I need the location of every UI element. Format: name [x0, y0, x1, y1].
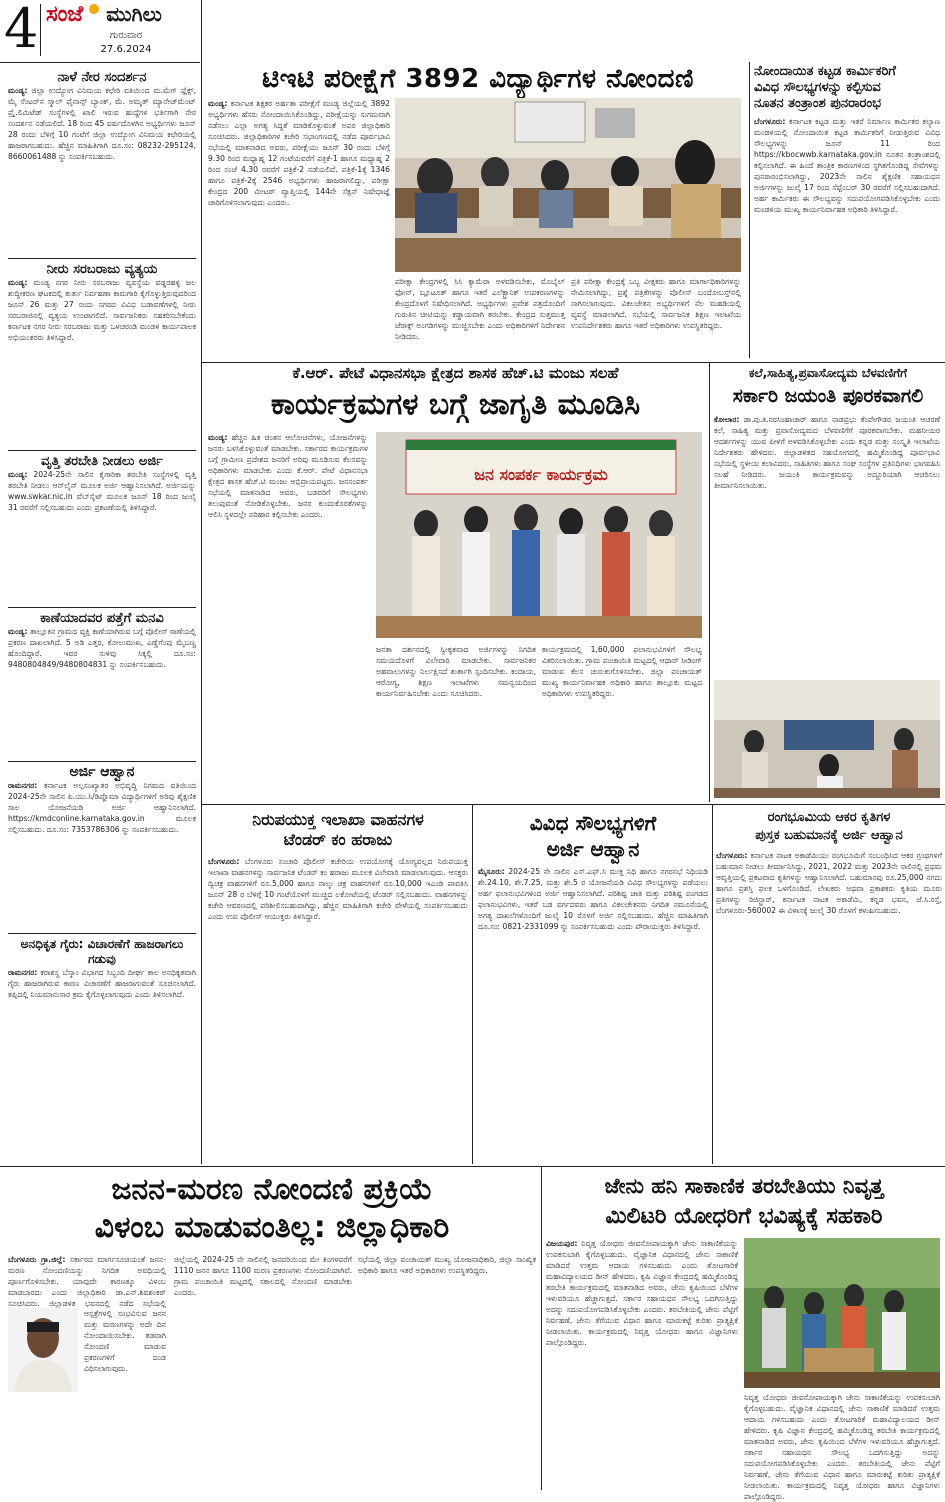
collector-portrait [8, 1308, 78, 1392]
article-title: ಕಾಣೆಯಾದವರ ಪತ್ತೆಗೆ ಮನವಿ [40, 611, 164, 626]
bottom-right-col2: ನಿವೃತ್ತ ಯೋಧರು ಜೀವನೋಪಾಯಕ್ಕಾಗಿ ಜೇನು ಸಾಕಾಣಿಕೆಯನ್ನು ಉಪಕಸುಬಾಗಿ ಕೈಗೊಳ್ಳಬಹುದು. ವೈಜ್ಞಾನಿಕ ವಿಧಾನದಲ್ಲಿ ಜೇನು ಸಾಕಾಣಿಕೆ ಮಾಡಿದರೆ ಉತ್ತಮ ಆದಾಯ ಗಳಿಸಬಹುದು ಎಂದು ತೋಟಗಾರಿಕೆ ಮಹಾವಿದ್ಯಾಲಯದ ಡೀನ್ ಹೇಳಿದರು. ಕೃಷಿ ವಿಜ್ಞಾನ ಕೇಂದ್ರದಲ್ಲಿ ಹಮ್ಮಿಕೊಂಡಿದ್ದ ತರಬೇತಿ ಕಾರ್ಯಕ್ರಮದಲ್ಲಿ ಮಾತನಾಡಿದ ಅವರು, ಜೇನು ಕೃಷಿಯಿಂದ ಬೆಳೆಗಳ ಇಳುವರಿಯೂ ಹೆಚ್ಚಾಗುತ್ತದೆ. ಸರ್ಕಾರ ಸಹಾಯಧನ ಸೌಲಭ್ಯ ಒದಗಿಸುತ್ತಿದ್ದು ಅದನ್ನು ಸದುಪಯೋಗಪಡಿಸಿಕೊಳ್ಳಬೇಕು ಎಂದರು. ತರಬೇತಿಯಲ್ಲಿ ಜೇನು ಪೆಟ್ಟಿಗೆ ನಿರ್ವಹಣೆ, ಜೇನು ತೆಗೆಯುವ ವಿಧಾನ ಹಾಗೂ ಮಾರುಕಟ್ಟೆ ಕುರಿತು ಪ್ರಾತ್ಯಕ್ಷಿಕೆ ನೀಡಲಾಯಿತು. ಕಾರ್ಯಕ್ರಮದಲ್ಲಿ ನಿವೃತ್ತ ಯೋಧರು ಹಾಗೂ ವಿಜ್ಞಾನಿಗಳು ಪಾಲ್ಗೊಂಡಿದ್ದರು. [744, 1393, 940, 1501]
article-title: ನೀರು ಸರಬರಾಜು ವ್ಯತ್ಯಯ [46, 262, 158, 277]
masthead-logo [46, 2, 196, 30]
event-photo-illustration [376, 432, 702, 638]
article-title: ಅರ್ಜಿ ಆಹ್ವಾನ [69, 764, 135, 780]
right-top-headline-3: ನೂತನ ತಂತ್ರಾಂಶ ಪುನರಾರಂಭ [754, 96, 882, 111]
top-story-col3: ಪ್ರತಿ ಪರೀಕ್ಷಾ ಕೇಂದ್ರಕ್ಕೆ ಒಬ್ಬ ವೀಕ್ಷಕರು ಹಾಗೂ ಮಾರ್ಗಾಧಿಕಾರಿಗಳನ್ನು ನೇಮಿಸಲಾಗಿದ್ದು, ಪ್ರಶ್ನೆ ಪತ್ರಿಕೆಗಳನ್ನು ಪೊಲೀಸ್ ಬಂದೋಬಸ್ತ್‌ನಲ್ಲಿ ಸಾಗಿಸಲಾಗುವುದು. ವಿಕಲಚೇತನ ಅಭ್ಯರ್ಥಿಗಳಿಗೆ ನೆಲ ಮಹಡಿಯಲ್ಲಿ ವ್ಯವಸ್ಥೆ ಮಾಡಲಾಗಿದೆ. ಸಭೆಯಲ್ಲಿ ಸಾರ್ವಜನಿಕ ಶಿಕ್ಷಣ ಇಲಾಖೆಯ ಉಪನಿರ್ದೇಶಕರು ಹಾಗೂ ಇತರೆ ಅಧಿಕಾರಿಗಳು ಉಪಸ್ಥಿತರಿದ್ದರು. [571, 277, 741, 330]
page-number: 4 [4, 0, 39, 60]
mid-story-col1: ಮಂಡ್ಯ: ಹೆಚ್ಚಿನ ಹಿತ ಚಿಂತನ ಆಲೋಚನೆಗಳು, ಯೋಜನೆಗಳನ್ನು ಜನರು ಬಳಸಿಕೊಳ್ಳುವಂತೆ ಮಾಡಬೇಕು. ಸರ್ಕಾರದ ಕಾರ್ಯಕ್ರಮಗಳ ಬಗ್ಗೆ ಗ್ರಾಮೀಣ ಪ್ರದೇಶದ ಜನರಿಗೆ ಅರಿವು ಮೂಡಿಸುವ ಕೆಲಸವನ್ನು ಅಧಿಕಾರಿಗಳು ಮಾಡಬೇಕು ಎಂದು ಕೆ.ಆರ್. ಪೇಟೆ ವಿಧಾನಸಭಾ ಕ್ಷೇತ್ರದ ಶಾಸಕ ಹೆಚ್.ಟಿ ಮಂಜು ಅಭಿಪ್ರಾಯಪಟ್ಟರು. ಜನಸಂಪರ್ಕ ಸಭೆಯಲ್ಲಿ ಮಾತನಾಡಿದ ಅವರು, ಬಡವರಿಗೆ ಸೌಲಭ್ಯಗಳು ತಲುಪುವಂತೆ ನೋಡಿಕೊಳ್ಳಬೇಕು. ಜನರ ಕುಂದುಕೊರತೆಗಳನ್ನು ಆಲಿಸಿ ಸ್ಥಳದಲ್ಲೇ ಪರಿಹಾರ ಕಲ್ಪಿಸಬೇಕು ಎಂದರು. [208, 433, 368, 519]
left-article-3 [8, 454, 196, 604]
left-column [8, 70, 196, 1160]
article-title: ಅನಧಿಕೃತ ಗೈರು: ವಿಚಾರಣೆಗೆ ಹಾಜರಾಗಲು ಗಡುವು [20, 937, 184, 966]
theatre-headline-1: ರಂಗಭೂಮಿಯ ಆಕರ ಕೃತಿಗಳ [767, 810, 891, 825]
honey-training-illustration [744, 1238, 940, 1388]
masthead [0, 0, 200, 60]
right-top-body: ಬೆಂಗಳೂರು: ಕರ್ನಾಟಕ ಕಟ್ಟಡ ಮತ್ತು ಇತರೆ ನಿರ್ಮಾಣ ಕಾರ್ಮಿಕರ ಕಲ್ಯಾಣ ಮಂಡಳಿಯಲ್ಲಿ ನೋಂದಾಯಿತ ಕಟ್ಟಡ ಕಾರ್ಮಿಕರಿಗೆ ನೀಡುತ್ತಿರುವ ವಿವಿಧ ಸೌಲಭ್ಯಗಳನ್ನು ಜೂನ್ 11 ರಿಂದ https://kbocwwb.karnataka.gov.in ನೂತನ ತಂತ್ರಾಂಶದಲ್ಲಿ ಕಲ್ಪಿಸಲಾಗಿದೆ. ಈ ಹಿಂದೆ ತಾಂತ್ರಿಕ ಕಾರಣಗಳಿಂದ ಸ್ಥಗಿತಗೊಂಡಿದ್ದ ಸೇವೆಗಳನ್ನು ಪುನರಾರಂಭಿಸಲಾಗಿದ್ದು, 2023ನೇ ಸಾಲಿನ ಶೈಕ್ಷಣಿಕ ಸಹಾಯಧನ ಅರ್ಜಿಗಳನ್ನು ಜುಲೈ 17 ರಿಂದ ಸೆಪ್ಟೆಂಬರ್ 30 ರವರೆಗೆ ಸಲ್ಲಿಸಬಹುದಾಗಿದೆ. ಅರ್ಹ ಕಾರ್ಮಿಕರು ಈ ಸೌಲಭ್ಯವನ್ನು ಸದುಪಯೋಗಪಡಿಸಿಕೊಳ್ಳಬೇಕು ಎಂದು ಮಂಡಳಿಯ ಮುಖ್ಯ ಕಾರ್ಯನಿರ್ವಾಹಕ ಅಧಿಕಾರಿ ತಿಳಿಸಿದ್ದಾರೆ. [754, 117, 940, 214]
article-title: ವೃತ್ತಿ ತರಬೇತಿ ನೀಡಲು ಅರ್ಜಿ [41, 454, 163, 469]
vehicles-body: ಬೆಂಗಳೂರು: ಬೆಂಗಳೂರು ಸಂಚಾರಿ ಪೊಲೀಸ್ ಕಚೇರಿಯ ಉಪಯೋಗಕ್ಕೆ ಯೋಗ್ಯವಲ್ಲದ ನಿರುಪಯುಕ್ತ ಇಲಾಖಾ ವಾಹನಗಳನ್ನು ಸಾರ್ವಜನಿಕ ಟೆಂಡರ್ ಕಂ ಹರಾಜು ಮೂಲಕ ವಿಲೇವಾರಿ ಮಾಡಲಾಗುವುದು. ಆಸಕ್ತರು ದ್ವಿಚಕ್ರ ವಾಹನಗಳಿಗೆ ರೂ.5,000 ಹಾಗೂ ನಾಲ್ಕು ಚಕ್ರ ವಾಹನಗಳಿಗೆ ರೂ.10,000 ಇಎಂಡಿ ಪಾವತಿಸಿ ಜೂನ್ 28 ರ ಬೆಳಿಗ್ಗೆ 10 ಗಂಟೆಯೊಳಗೆ ಮುಚ್ಚಿದ ಲಕೋಟೆಯಲ್ಲಿ ಟೆಂಡರ್ ಸಲ್ಲಿಸಬಹುದು. ವಾಹನಗಳನ್ನು ಕಚೇರಿ ಆವರಣದಲ್ಲಿ ಪರಿಶೀಲಿಸಬಹುದಾಗಿದ್ದು, ಹೆಚ್ಚಿನ ಮಾಹಿತಿಗಾಗಿ ಕಚೇರಿ ವೇಳೆಯಲ್ಲಿ ಸಂಪರ್ಕಿಸಬಹುದು ಎಂದು ಉಪ ಪೊಲೀಸ್ ಆಯುಕ್ತರು ತಿಳಿಸಿದ್ದಾರೆ. [208, 857, 468, 921]
mid-story-col3: ಕಾರ್ಯಕ್ರಮದಲ್ಲಿ 1,60,000 ಫಲಾನುಭವಿಗಳಿಗೆ ಸೌಲಭ್ಯ ವಿತರಿಸಲಾಯಿತು. ಗ್ರಾಮ ಪಂಚಾಯಿತಿ ಮಟ್ಟದಲ್ಲಿ ಆಧಾರ್ ಸೀಡಿಂಗ್ ಮಾಡುವ ಕೆಲಸ ಚುರುಕುಗೊಳಿಸಬೇಕು. ಜಿಲ್ಲಾ ಪಂಚಾಯತ್ ಮುಖ್ಯ ಕಾರ್ಯನಿರ್ವಾಹಕ ಅಧಿಕಾರಿ ಹಾಗೂ ತಾಲ್ಲೂಕು ಮಟ್ಟದ ಅಧಿಕಾರಿಗಳು ಉಪಸ್ಥಿತರಿದ್ದರು. [542, 645, 702, 698]
article-body: ಮಂಡ್ಯ: ಮಂಡ್ಯ ನಗರ ನೀರು ಸರಬರಾಜು ವ್ಯವಸ್ಥೆಯ ವಡ್ಡರಹಳ್ಳಿ ಜಲ ಶುದ್ಧೀಕರಣ ಘಟಕದಲ್ಲಿ ತುರ್ತು ನಿರ್ವಹಣಾ ಕಾಮಗಾರಿ ಕೈಗೊಳ್ಳುತ್ತಿರುವುದರಿಂದ ಜೂನ್ 26 ಮತ್ತು 27 ರಂದು ನಗರದ ವಿವಿಧ ಬಡಾವಣೆಗಳಲ್ಲಿ ನೀರು ಸರಬರಾಜಿನಲ್ಲಿ ವ್ಯತ್ಯಯ ಉಂಟಾಗಲಿದೆ. ಸಾರ್ವಜನಿಕರು ಸಹಕರಿಸಬೇಕೆಂದು ಕರ್ನಾಟಕ ನಗರ ನೀರು ಸರಬರಾಜು ಮತ್ತು ಒಳಚರಂಡಿ ಮಂಡಳಿ ಕಾರ್ಯಪಾಲಕ ಅಭಿಯಂತರರು ತಿಳಿಸಿದ್ದಾರೆ. [8, 278, 196, 342]
meeting-photo [395, 98, 741, 272]
left-article-1 [8, 70, 196, 255]
masthead-date: 27.6.2024 [100, 44, 152, 55]
meeting-photo-illustration [395, 98, 741, 272]
jayanti-meeting-photo [714, 680, 940, 798]
left-article-5 [8, 765, 196, 930]
right-mid-body: ಕೋಲಾರ: ಡಾ.ಪು.ತಿ.ನರಸಿಂಹಾಚಾರ್ ಹಾಗೂ ನಾಡಪ್ರಭು ಕೆಂಪೇಗೌಡರ ಜಯಂತಿ ಆಚರಣೆ ಕಲೆ, ಸಾಹಿತ್ಯ ಮತ್ತು ಪ್ರವಾಸೋದ್ಯಮದ ಬೆಳವಣಿಗೆಗೆ ಪೂರಕವಾಗಬೇಕು. ಮಹನೀಯರ ಆದರ್ಶಗಳನ್ನು ಯುವ ಪೀಳಿಗೆ ಅಳವಡಿಸಿಕೊಳ್ಳಬೇಕು ಎಂದು ಕನ್ನಡ ಮತ್ತು ಸಂಸ್ಕೃತಿ ಇಲಾಖೆಯ ನಿರ್ದೇಶಕರು ಹೇಳಿದರು. ಜಿಲ್ಲಾಡಳಿತದ ಸಹಯೋಗದಲ್ಲಿ ಹಮ್ಮಿಕೊಂಡಿದ್ದ ಪೂರ್ವಭಾವಿ ಸಭೆಯಲ್ಲಿ ಸ್ಥಳೀಯ ಕಲಾವಿದರು, ಸಾಹಿತಿಗಳು ಹಾಗೂ ಸಂಘ ಸಂಸ್ಥೆಗಳ ಪ್ರತಿನಿಧಿಗಳು ಭಾಗವಹಿಸಿ ಸಲಹೆ ನೀಡಿದರು. ಜಯಂತಿ ಕಾರ್ಯಕ್ರಮವನ್ನು ಅದ್ದೂರಿಯಾಗಿ ಆಚರಿಸಲು ತೀರ್ಮಾನಿಸಲಾಯಿತು. [714, 415, 940, 490]
bottom-left-headline-1: ಜನನ-ಮರಣ ನೋಂದಣಿ ಪ್ರಕ್ರಿಯೆ [111, 1172, 433, 1207]
facilities-headline-2: ಅರ್ಜಿ ಆಹ್ವಾನ [546, 837, 640, 861]
mid-story-headline: ಕಾರ್ಯಕ್ರಮಗಳ ಬಗ್ಗೆ ಜಾಗೃತಿ ಮೂಡಿಸಿ [270, 387, 641, 422]
left-article-6 [8, 937, 196, 1157]
left-article-2 [8, 262, 196, 447]
mid-story-kicker: ಕೆ.ಆರ್. ಪೇಟೆ ವಿಧಾನಸಭಾ ಕ್ಷೇತ್ರದ ಶಾಸಕ ಹೆಚ್.ಟಿ ಮಂಜು ಸಲಹೆ [292, 364, 619, 382]
facilities-headline-1: ವಿವಿಧ ಸೌಲಭ್ಯಗಳಿಗೆ [529, 811, 657, 835]
article-title: ನಾಳೆ ನೇರ ಸಂದರ್ಶನ [57, 70, 147, 85]
bottom-left-col1: ಬೆಂಗಳೂರು ಗ್ರಾ.ಜಿಲ್ಲೆ: ಸರ್ಕಾರದ ಮಾರ್ಗಸೂಚಿಯಂತೆ ಜನನ-ಮರಣ ನೋಂದಣಿಯನ್ನು ನಿಗದಿತ ಅವಧಿಯಲ್ಲಿ ಪೂರ್ಣಗೊಳಿಸಬೇಕು. ಯಾವುದೇ ಕಾರಣಕ್ಕೂ ವಿಳಂಬ ಮಾಡಬಾರದು ಎಂದು ಜಿಲ್ಲಾಧಿಕಾರಿ ಡಾ.ಎನ್.ಶಿವಶಂಕರ್ ಸೂಚಿಸಿದರು. ಜಿಲ್ಲಾಡಳಿತ ಭವನದಲ್ಲಿ ನಡೆದ ಸಭೆಯಲ್ಲಿ [8, 1255, 166, 1308]
top-story-headline: ಟಿಇಟಿ ಪರೀಕ್ಷೆಗೆ 3892 ವಿದ್ಯಾರ್ಥಿಗಳ ನೋಂದಣಿ [262, 64, 694, 94]
right-mid-headline: ಸರ್ಕಾರಿ ಜಯಂತಿ ಪೂರಕವಾಗಲಿ [732, 385, 924, 407]
right-mid-kicker: ಕಲೆ,ಸಾಹಿತ್ಯ,ಪ್ರವಾಸೋದ್ಯಮ ಬೆಳವಣಿಗೆಗೆ [748, 366, 908, 380]
article-body: ರಾಮನಗರ: ಕರಾಶಸ್ಥ ಬೆಸ್ಕಾಂ ವಿಭಾಗದ ಸಿಬ್ಬಂದಿ ದೀರ್ಘ ಕಾಲ ಅನಧಿಕೃತವಾಗಿ ಗೈರು ಹಾಜರಾಗಿರುವ ಕಾರಣ ವಿಚಾರಣೆಗೆ ಹಾಜರಾಗುವಂತೆ ಸೂಚಿಸಲಾಗಿದೆ. ತಪ್ಪಿದಲ್ಲಿ ನಿಯಮಾನುಸಾರ ಕ್ರಮ ಕೈಗೊಳ್ಳಲಾಗುವುದು ಎಂದು ತಿಳಿಸಲಾಗಿದೆ. [8, 968, 196, 999]
jayanti-photo-illustration [714, 680, 940, 798]
sun-icon [89, 4, 99, 14]
article-body: ಮಂಡ್ಯ: ಜಿಲ್ಲಾ ಉದ್ಯೋಗ ವಿನಿಮಯ ಕಛೇರಿ ವತಿಯಿಂದ ಮ.ಮೆಗ್ ಫ್ಲೆಕ್ಸ್, ಮೈ ಸೆಂಟರ್‌ನ ಸ್ಮಾಲ್ ಫೈನಾನ್ಸ್ ಬ್ಯಾಂಕ್, ಮೆ. ಅಮೃತ್ ಮ್ಯಾನೇಜ್‌ಮೆಂಟ್ ಪ್ರೈ.ಲಿಮಿಟೆಡ್ ಸಂಸ್ಥೆಗಳಲ್ಲಿ ಖಾಲಿ ಇರುವ ಹುದ್ದೆಗಳ ಭರ್ತಿಗಾಗಿ ನೇರ ಸಂದರ್ಶನ ನಡೆಯಲಿದೆ. 18 ರಿಂದ 45 ವರ್ಷದೊಳಗಿನ ಅಭ್ಯರ್ಥಿಗಳು ಜೂನ್ 28 ರಂದು ಬೆಳಿಗ್ಗೆ 10 ಗಂಟೆಗೆ ಜಿಲ್ಲಾ ಉದ್ಯೋಗ ವಿನಿಮಯ ಕಛೇರಿಯಲ್ಲಿ ಹಾಜರಾಗಬಹುದು. ಹೆಚ್ಚಿನ ಮಾಹಿತಿಗಾಗಿ ದೂ.ಸಂ: 08232-295124, 8660061488 ನ್ನು ಸಂಪರ್ಕಿಸಬಹುದು. [8, 86, 196, 161]
bottom-left-headline-2: ವಿಳಂಬ ಮಾಡುವಂತಿಲ್ಲ: ಜಿಲ್ಲಾಧಿಕಾರಿ [94, 1210, 450, 1245]
vehicles-headline-2: ಟೆಂಡರ್ ಕಂ ಹರಾಜು [283, 830, 393, 849]
theatre-headline-2: ಪುಸ್ತಕ ಬಹುಮಾನಕ್ಕೆ ಅರ್ಜಿ ಆಹ್ವಾನ [755, 828, 903, 843]
bottom-left-col2: ಜಿಲ್ಲೆಯಲ್ಲಿ 2024-25 ನೇ ಸಾಲಿನಲ್ಲಿ ಜನವರಿಯಿಂದ ಮೇ ತಿಂಗಳವರೆಗೆ 1110 ಜನನ ಹಾಗೂ 1100 ಮರಣ ಪ್ರಕರಣಗಳು ನೋಂದಣಿಯಾಗಿವೆ. ಗ್ರಾಮ ಪಂಚಾಯಿತಿ ಮಟ್ಟದಲ್ಲಿ ಸಕಾಲದಲ್ಲಿ ನೋಂದಣಿ ಮಾಡಬೇಕು ಎಂದರು. [174, 1255, 352, 1297]
article-body: ಮಂಡ್ಯ: 2024-25ನೇ ಸಾಲಿನ ಕೈಗಾರಿಕಾ ತರಬೇತಿ ಸಂಸ್ಥೆಗಳಲ್ಲಿ ವೃತ್ತಿ ತರಬೇತಿ ನೀಡಲು ಆನ್‌ಲೈನ್ ಮೂಲಕ ಅರ್ಜಿ ಆಹ್ವಾನಿಸಲಾಗಿದೆ. ಅರ್ಜಿಯನ್ನು www.swkar.nic.in ವೆಬ್‌ಸೈಟ್ ಮೂಲಕ ಜೂನ್ 18 ರಿಂದ ಜುಲೈ 31 ರವರೆಗೆ ಸಲ್ಲಿಸಬಹುದು ಎಂದು ಪ್ರಕಟಣೆಯಲ್ಲಿ ತಿಳಿಸಿದ್ದಾರೆ. [8, 470, 196, 512]
theatre-body: ಬೆಂಗಳೂರು: ಕರ್ನಾಟಕ ನಾಟಕ ಅಕಾಡೆಮಿಯು ರಂಗಭೂಮಿಗೆ ಸಂಬಂಧಿಸಿದ ಆಕರ ಗ್ರಂಥಗಳಿಗೆ ಬಹುಮಾನ ನೀಡಲು ತೀರ್ಮಾನಿಸಿದ್ದು, 2021, 2022 ಮತ್ತು 2023ನೇ ಸಾಲಿನಲ್ಲಿ ಪ್ರಥಮ ಆವೃತ್ತಿಯಲ್ಲಿ ಪ್ರಕಟವಾದ ಕೃತಿಗಳನ್ನು ಆಹ್ವಾನಿಸಲಾಗಿದೆ. ಬಹುಮಾನವು ರೂ.25,000 ನಗದು ಹಾಗೂ ಪ್ರಶಸ್ತಿ ಫಲಕ ಒಳಗೊಂಡಿದೆ. ಲೇಖಕರು ಅಥವಾ ಪ್ರಕಾಶಕರು ಕೃತಿಯ ಮೂರು ಪ್ರತಿಗಳನ್ನು ರಿಜಿಸ್ಟ್ರಾರ್, ಕರ್ನಾಟಕ ನಾಟಕ ಅಕಾಡೆಮಿ, ಕನ್ನಡ ಭವನ, ಜೆ.ಸಿ.ರಸ್ತೆ, ಬೆಂಗಳೂರು-560002 ಈ ವಿಳಾಸಕ್ಕೆ ಜುಲೈ 30 ರೊಳಗೆ ಕಳುಹಿಸಬಹುದು. [716, 851, 942, 915]
article-body: ಮಂಡ್ಯ: ತಾಲ್ಲೂಕಿನ ಗ್ರಾಮದ ವ್ಯಕ್ತಿ ಕಾಣೆಯಾಗಿರುವ ಬಗ್ಗೆ ಪೊಲೀಸ್ ಠಾಣೆಯಲ್ಲಿ ಪ್ರಕರಣ ದಾಖಲಾಗಿದೆ. 5 ಅಡಿ ಎತ್ತರ, ಕೋಲುಮುಖ, ಎಣ್ಣೆಗೆಂಪು ಮೈಬಣ್ಣ ಹೊಂದಿದ್ದಾರೆ. ಇವರ ಸುಳಿವು ಸಿಕ್ಕಲ್ಲಿ ದೂ.ಸಂ: 9480804849/9480804831 ನ್ನು ಸಂಪರ್ಕಿಸಬಹುದು. [8, 627, 196, 669]
top-story-col2: ಪರೀಕ್ಷಾ ಕೇಂದ್ರಗಳಲ್ಲಿ ಸಿಸಿ ಕ್ಯಾಮೆರಾ ಅಳವಡಿಸಬೇಕು, ಮೊಬೈಲ್ ಫೋನ್, ಬ್ಲೂಟೂತ್ ಹಾಗೂ ಇತರೆ ಎಲೆಕ್ಟ್ರಾನಿಕ್ ಉಪಕರಣಗಳನ್ನು ಕೇಂದ್ರದೊಳಗೆ ನಿಷೇಧಿಸಲಾಗಿದೆ. ಅಭ್ಯರ್ಥಿಗಳು ಪ್ರವೇಶ ಪತ್ರದೊಂದಿಗೆ ಗುರುತಿನ ಚೀಟಿಯನ್ನು ಕಡ್ಡಾಯವಾಗಿ ತರಬೇಕು. ಕೇಂದ್ರದ ಸುತ್ತಮುತ್ತ ಜೆರಾಕ್ಸ್ ಅಂಗಡಿಗಳನ್ನು ಮುಚ್ಚಿಸಬೇಕು ಎಂದು ಅಧಿಕಾರಿಗಳಿಗೆ ನಿರ್ದೇಶನ ನೀಡಿದರು. [395, 277, 565, 341]
bottom-left-col3: ಸಭೆಯಲ್ಲಿ ಜಿಲ್ಲಾ ಪಂಚಾಯತ್ ಮುಖ್ಯ ಯೋಜನಾಧಿಕಾರಿ, ಜಿಲ್ಲಾ ಸಾಂಖ್ಯಿಕ ಅಧಿಕಾರಿ ಹಾಗೂ ಇತರೆ ಅಧಿಕಾರಿಗಳು ಉಪಸ್ಥಿತರಿದ್ದರು. [358, 1255, 536, 1275]
article-body: ರಾಮನಗರ: ಕರ್ನಾಟಕ ಅಲ್ಪಸಂಖ್ಯಾತರ ಅಭಿವೃದ್ಧಿ ನಿಗಮದ ವತಿಯಿಂದ 2024-25ನೇ ಸಾಲಿನ ಪಿ.ಯು.ಸಿ/ಡಿಪ್ಲೊಮಾ ವಿದ್ಯಾರ್ಥಿಗಳಿಗೆ ಅರಿವು ಶೈಕ್ಷಣಿಕ ಸಾಲ ಯೋಜನೆಯಡಿ ಅರ್ಜಿ ಆಹ್ವಾನಿಸಲಾಗಿದೆ. https://kmdconline.karnataka.gov.in ಮೂಲಕ ಸಲ್ಲಿಸಬಹುದು. ದೂ.ಸಂ: 7353786306 ನ್ನು ಸಂಪರ್ಕಿಸಬಹುದು. [8, 781, 196, 834]
facilities-body: ಮೈಸೂರು: 2024-25 ನೇ ಸಾಲಿನ ಎಸ್.ಎಫ್.ಸಿ ಮುಕ್ತ ನಿಧಿ ಹಾಗೂ ನಗರಸಭೆ ನಿಧಿಯಡಿ ಶೇ.24.10, ಶೇ.7.25, ಮತ್ತು ಶೇ.5 ರ ಯೋಜನೆಯಡಿ ವಿವಿಧ ಸೌಲಭ್ಯಗಳನ್ನು ಪಡೆಯಲು ಅರ್ಹ ಫಲಾನುಭವಿಗಳಿಂದ ಅರ್ಜಿ ಆಹ್ವಾನಿಸಲಾಗಿದೆ. ಪರಿಶಿಷ್ಟ ಜಾತಿ ಮತ್ತು ಪರಿಶಿಷ್ಟ ಪಂಗಡದ ಫಲಾನುಭವಿಗಳು, ಇತರೆ ಬಡ ವರ್ಗದವರು ಹಾಗೂ ವಿಕಲಚೇತನರು ನಿಗದಿತ ನಮೂನೆಯಲ್ಲಿ ಅಗತ್ಯ ದಾಖಲೆಗಳೊಂದಿಗೆ ಜುಲೈ 10 ರೊಳಗೆ ಅರ್ಜಿ ಸಲ್ಲಿಸಬಹುದು. ಹೆಚ್ಚಿನ ಮಾಹಿತಿಗಾಗಿ ದೂ.ಸಂ: 0821-2331099 ನ್ನು ಸಂಪರ್ಕಿಸಬಹುದು ಎಂದು ಪೌರಾಯುಕ್ತರು ತಿಳಿಸಿದ್ದಾರೆ. [478, 867, 708, 931]
top-story-col1: ಮಂಡ್ಯ: ಕರ್ನಾಟಕ ಶಿಕ್ಷಕರ ಅರ್ಹತಾ ಪರೀಕ್ಷೆಗೆ ಮಂಡ್ಯ ಜಿಲ್ಲೆಯಲ್ಲಿ 3892 ಅಭ್ಯರ್ಥಿಗಳು ಹೆಸರು ನೋಂದಾಯಿಸಿಕೊಂಡಿದ್ದು, ಪರೀಕ್ಷೆಯನ್ನು ಸುಗಮವಾಗಿ ನಡೆಸಲು ಎಲ್ಲಾ ಅಗತ್ಯ ಸಿದ್ಧತೆ ಮಾಡಿಕೊಳ್ಳುವಂತೆ ಅಪರ ಜಿಲ್ಲಾಧಿಕಾರಿ ಸೂಚಿಸಿದರು. ಜಿಲ್ಲಾಧಿಕಾರಿಗಳ ಕಚೇರಿ ಸಭಾಂಗಣದಲ್ಲಿ ನಡೆದ ಪೂರ್ವಭಾವಿ ಸಭೆಯಲ್ಲಿ ಮಾತನಾಡಿದ ಅವರು, ಪರೀಕ್ಷೆಯು ಜೂನ್ 30 ರಂದು ಬೆಳಿಗ್ಗೆ 9.30 ರಿಂದ ಮಧ್ಯಾಹ್ನ 12 ಗಂಟೆಯವರೆಗೆ ಪತ್ರಿಕೆ-1 ಹಾಗೂ ಮಧ್ಯಾಹ್ನ 2 ರಿಂದ ಸಂಜೆ 4.30 ರವರೆಗೆ ಪತ್ರಿಕೆ-2 ನಡೆಯಲಿದೆ. ಪತ್ರಿಕೆ-1ಕ್ಕೆ 1346 ಹಾಗೂ ಪತ್ರಿಕೆ-2ಕ್ಕೆ 2546 ಅಭ್ಯರ್ಥಿಗಳು ಹಾಜರಾಗಲಿದ್ದು, ಪರೀಕ್ಷಾ ಕೇಂದ್ರದ 200 ಮೀಟರ್ ವ್ಯಾಪ್ತಿಯಲ್ಲಿ 144ನೇ ಸೆಕ್ಷನ್ ನಿಷೇಧಾಜ್ಞೆ ಜಾರಿಗೊಳಿಸಲಾಗುವುದು ಎಂದರು. [208, 99, 390, 207]
bottom-right-headline-1: ಜೇನು ಹನಿ ಸಾಕಾಣಿಕ ತರಬೇತಿಯು ನಿವೃತ್ತ [604, 1174, 884, 1198]
vehicles-headline-1: ನಿರುಪಯುಕ್ತ ಇಲಾಖಾ ವಾಹನಗಳ [252, 810, 424, 829]
event-photo [376, 432, 702, 638]
bottom-right-col1: ವಿಜಯಪುರ: ನಿವೃತ್ತ ಯೋಧರು ಜೀವನೋಪಾಯಕ್ಕಾಗಿ ಜೇನು ಸಾಕಾಣಿಕೆಯನ್ನು ಉಪಕಸುಬಾಗಿ ಕೈಗೊಳ್ಳಬಹುದು. ವೈಜ್ಞಾನಿಕ ವಿಧಾನದಲ್ಲಿ ಜೇನು ಸಾಕಾಣಿಕೆ ಮಾಡಿದರೆ ಉತ್ತಮ ಆದಾಯ ಗಳಿಸಬಹುದು ಎಂದು ತೋಟಗಾರಿಕೆ ಮಹಾವಿದ್ಯಾಲಯದ ಡೀನ್ ಹೇಳಿದರು. ಕೃಷಿ ವಿಜ್ಞಾನ ಕೇಂದ್ರದಲ್ಲಿ ಹಮ್ಮಿಕೊಂಡಿದ್ದ ತರಬೇತಿ ಕಾರ್ಯಕ್ರಮದಲ್ಲಿ ಮಾತನಾಡಿದ ಅವರು, ಜೇನು ಕೃಷಿಯಿಂದ ಬೆಳೆಗಳ ಇಳುವರಿಯೂ ಹೆಚ್ಚಾಗುತ್ತದೆ. ಸರ್ಕಾರ ಸಹಾಯಧನ ಸೌಲಭ್ಯ ಒದಗಿಸುತ್ತಿದ್ದು ಅದನ್ನು ಸದುಪಯೋಗಪಡಿಸಿಕೊಳ್ಳಬೇಕು ಎಂದರು. ತರಬೇತಿಯಲ್ಲಿ ಜೇನು ಪೆಟ್ಟಿಗೆ ನಿರ್ವಹಣೆ, ಜೇನು ತೆಗೆಯುವ ವಿಧಾನ ಹಾಗೂ ಮಾರುಕಟ್ಟೆ ಕುರಿತು ಪ್ರಾತ್ಯಕ್ಷಿಕೆ ನೀಡಲಾಯಿತು. ಕಾರ್ಯಕ್ರಮದಲ್ಲಿ ನಿವೃತ್ತ ಯೋಧರು ಹಾಗೂ ವಿಜ್ಞಾನಿಗಳು ಪಾಲ್ಗೊಂಡಿದ್ದರು. [546, 1239, 738, 1347]
logo-mugilu: ಮುಗಿಲು [106, 2, 162, 26]
banner-text: ಜನ ಸಂಪರ್ಕ ಕಾರ್ಯಕ್ರಮ [474, 465, 608, 484]
logo-sanje: ಸಂಜೆ [46, 2, 84, 27]
bottom-left-col1b: ಆಸ್ಪತ್ರೆಗಳಲ್ಲಿ ಸಂಭವಿಸುವ ಜನನ ಮತ್ತು ಮರಣಗಳನ್ನು ಅದೇ ದಿನ ನೋಂದಾಯಿಸಬೇಕು. ತಡವಾಗಿ ನೋಂದಣಿ ಮಾಡುವ ಪ್ರಕರಣಗಳಿಗೆ ದಂಡ ವಿಧಿಸಲಾಗುವುದು. [84, 1309, 166, 1373]
left-article-4 [8, 611, 196, 758]
masthead-weekday: ಗುರುವಾರ [109, 30, 143, 41]
mid-story-col2: ಜನತಾ ದರ್ಶನದಲ್ಲಿ ಸ್ವೀಕೃತವಾದ ಅರ್ಜಿಗಳನ್ನು ನಿಗದಿತ ಸಮಯದೊಳಗೆ ವಿಲೇವಾರಿ ಮಾಡಬೇಕು. ಸಾರ್ವಜನಿಕರ ಅಹವಾಲುಗಳನ್ನು ನಿರ್ಲಕ್ಷಿಸದೆ ತುರ್ತಾಗಿ ಸ್ಪಂದಿಸಬೇಕು. ಕಂದಾಯ, ಆರೋಗ್ಯ, ಶಿಕ್ಷಣ ಇಲಾಖೆಗಳು ಸಮನ್ವಯದಿಂದ ಕಾರ್ಯನಿರ್ವಹಿಸಬೇಕು ಎಂದು ಸೂಚಿಸಿದರು. [376, 645, 536, 698]
bottom-right-headline-2: ಮಿಲಿಟರಿ ಯೋಧರಿಗೆ ಭವಿಷ್ಯಕ್ಕೆ ಸಹಕಾರಿ [605, 1204, 883, 1229]
honey-training-photo [744, 1238, 940, 1388]
right-top-headline-1: ನೋಂದಾಯಿತ ಕಟ್ಟಡ ಕಾರ್ಮಿಕರಿಗೆ [754, 64, 896, 79]
collector-portrait-illustration [8, 1308, 78, 1392]
right-top-headline-2: ವಿವಿಧ ಸೌಲಭ್ಯಗಳನ್ನು ಕಲ್ಪಿಸುವ [754, 80, 881, 95]
